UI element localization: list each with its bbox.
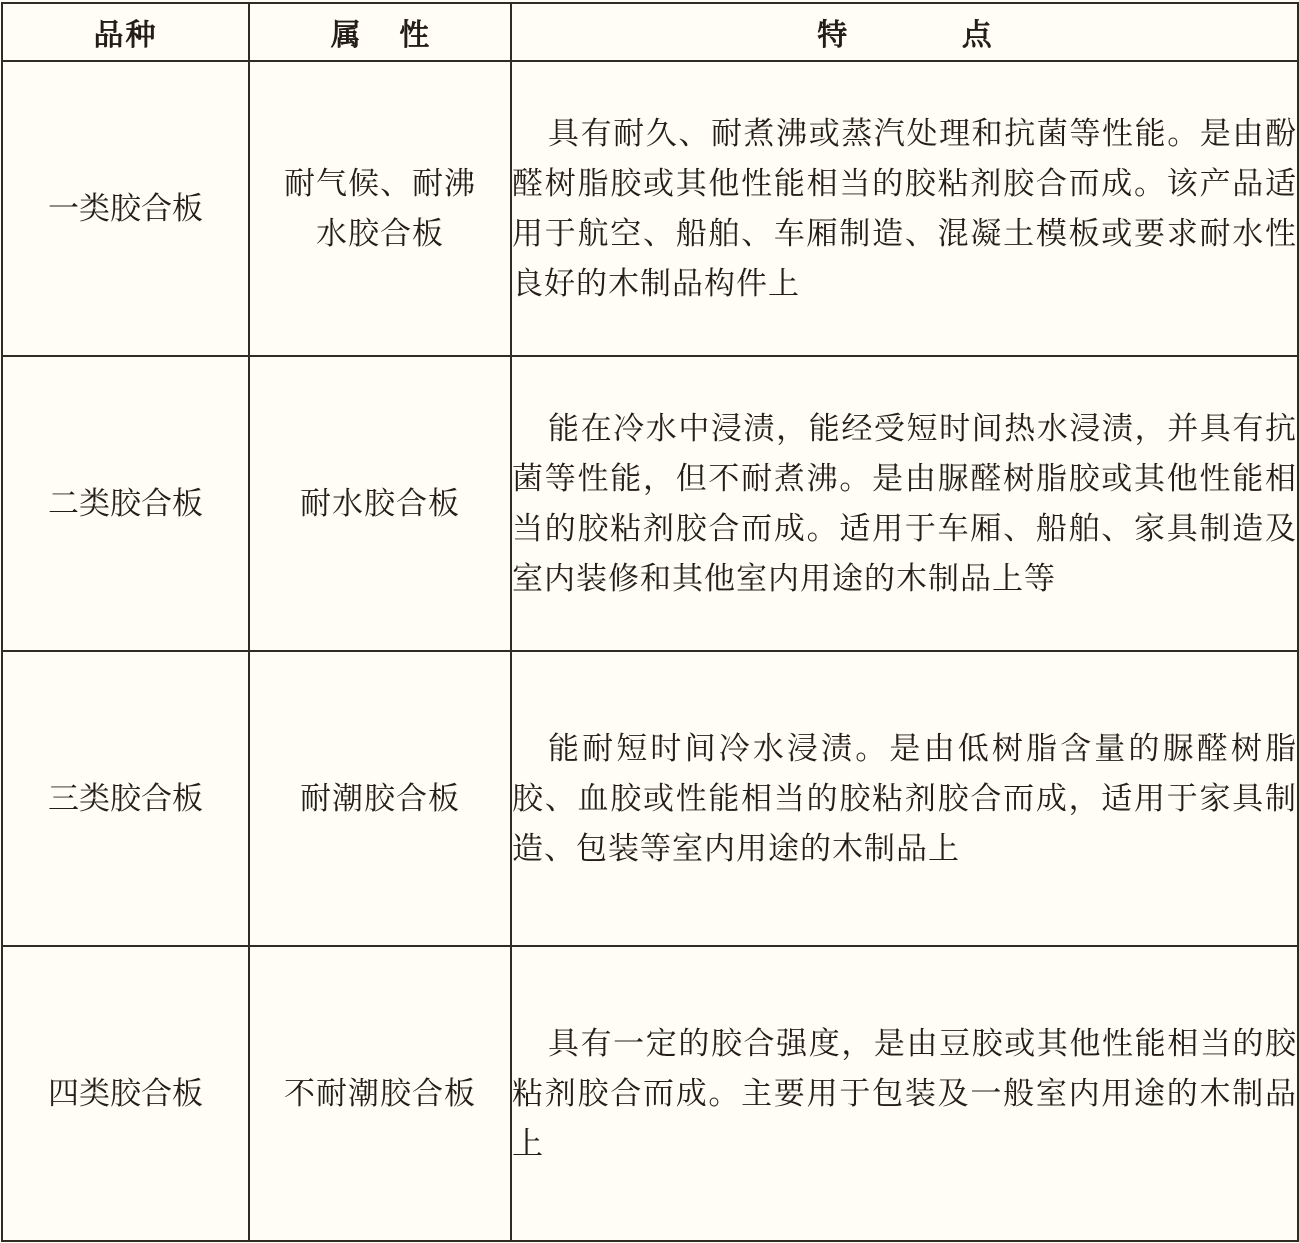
header-attribute: 属 性: [249, 3, 511, 61]
header-features: 特 点: [511, 3, 1298, 61]
cell-attribute: [249, 61, 511, 356]
attribute-text: 耐气候、耐沸水胶合板: [284, 165, 476, 252]
table-row: [2, 61, 1298, 356]
attribute-text: 耐水胶合板: [300, 485, 460, 522]
cell-features: [511, 651, 1298, 946]
cell-attribute: [249, 946, 511, 1241]
cell-variety: 三类胶合板: [2, 651, 249, 946]
table-body: [2, 61, 1298, 1241]
cell-features: [511, 61, 1298, 356]
table-header: [2, 3, 1298, 61]
features-text: 具有一定的胶合强度，是由豆胶或其他性能相当的胶粘剂胶合而成。主要用于包装及一般室内用途的木制品上: [512, 1025, 1297, 1162]
plywood-classification-table: [1, 2, 1299, 1242]
features-text: 能耐短时间冷水浸渍。是由低树脂含量的脲醛树脂胶、血胶或性能相当的胶粘剂胶合而成，适用于家具制造、包装等室内用途的木制品上: [512, 730, 1297, 867]
table-row: [2, 356, 1298, 651]
table-row: [2, 946, 1298, 1241]
cell-variety: 四类胶合板: [2, 946, 249, 1241]
cell-attribute: [249, 356, 511, 651]
features-text: 能在冷水中浸渍，能经受短时间热水浸渍，并具有抗菌等性能，但不耐煮沸。是由脲醛树脂胶或其他性能相当的胶粘剂胶合而成。适用于车厢、船舶、家具制造及室内装修和其他室内用途的木制品上等: [512, 410, 1297, 597]
cell-features: [511, 356, 1298, 651]
header-row: [2, 3, 1298, 61]
cell-variety: 一类胶合板: [2, 61, 249, 356]
cell-variety: 二类胶合板: [2, 356, 249, 651]
table-row: [2, 651, 1298, 946]
attribute-text: 耐潮胶合板: [300, 780, 460, 817]
attribute-text: 不耐潮胶合板: [284, 1075, 476, 1112]
header-variety: 品种: [2, 3, 249, 61]
cell-features: [511, 946, 1298, 1241]
features-text: 具有耐久、耐煮沸或蒸汽处理和抗菌等性能。是由酚醛树脂胶或其他性能相当的胶粘剂胶合而成。该产品适用于航空、船舶、车厢制造、混凝土模板或要求耐水性良好的木制品构件上: [512, 115, 1297, 302]
cell-attribute: [249, 651, 511, 946]
